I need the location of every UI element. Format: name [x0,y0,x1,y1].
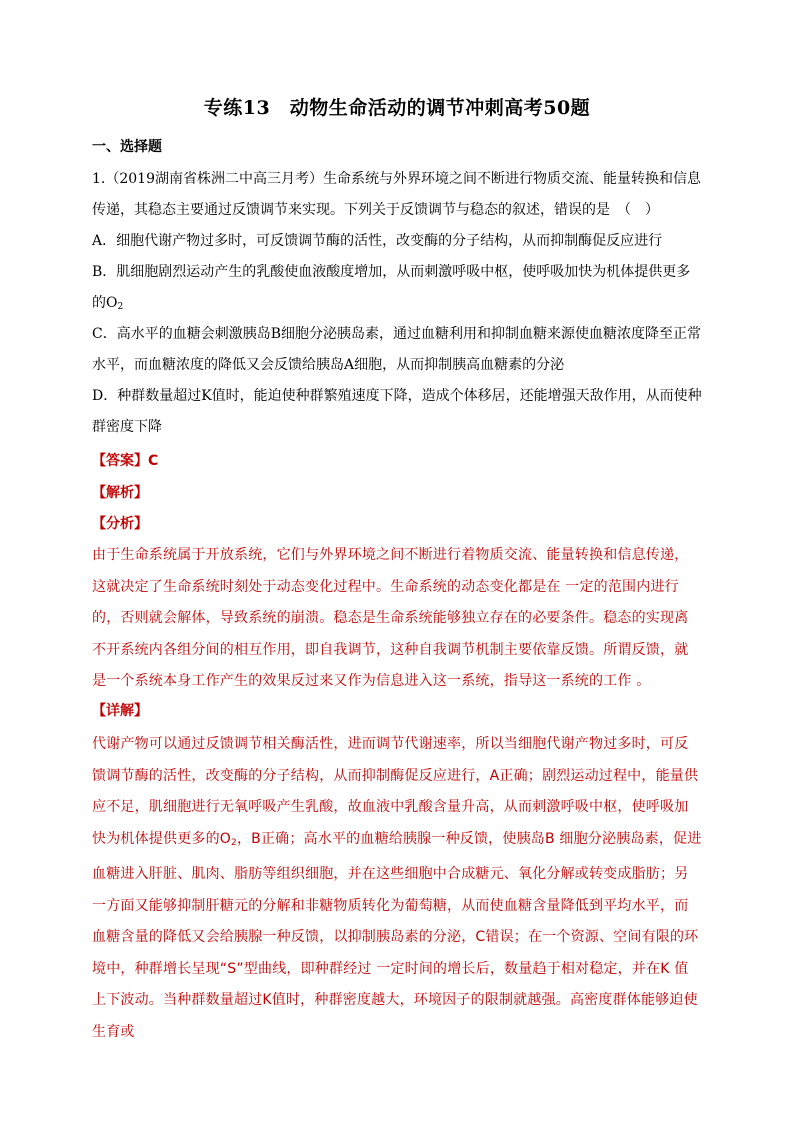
jiexi-label: 【解析】 [92,485,148,501]
section-heading: 一、选择题 [92,139,162,155]
answer-label: 【答案】 [92,453,148,469]
answer-line [92,450,158,470]
option-b-text: B．肌细胞剧烈运动产生的乳酸使血液酸度增加，从而刺激呼吸中枢，使呼吸加快为机体提供更多的O [92,264,691,311]
answer-value: C [148,453,159,469]
analysis-paragraph: 由于生命系统属于开放系统，它们与外界环境之间不断进行着物质交流、能量转换和信息传递，这就决定了生命系统时刻处于动态变化过程中。生命系统的动态变化都是在 一定的范围内进行的，否则就会解体，导致系统的崩溃。稳态是生命系统能够独立存在的必要条件。稳态的实现离不开系统内各组分间的相互作用，即自我调节，这种自我调节机制主要依靠反馈。所谓反馈，就是一个系统本身工作产生的效果反过来又作为信息进入这一系统，指导这一系统的工作 。 [92,547,689,689]
detail-text-1: 代谢产物可以通过反馈调节相关酶活性，进而调节代谢速率，所以当细胞代谢产物过多时，可反馈调节酶的活性，改变酶的分子结构，从而抑制酶促反应进行，A正确；剧烈运动过程中，能量供应不足，肌细胞进行无氧呼吸产生乳酸，故血液中乳酸含量升高，从而刺激呼吸中枢，使呼吸加快为机体提供更多的O [92,736,699,847]
option-d: D．种群数量超过K值时，能迫使种群繁殖速度下降，造成个体移居，还能增强天敌作用，从而使种群密度下降 [92,388,702,435]
detail-subscript: 2 [231,837,237,848]
fenxi-label: 【分析】 [92,516,148,532]
option-b-subscript: 2 [117,302,124,312]
page-title: 专练13 动物生命活动的调节冲刺高考50题 [203,97,591,119]
question-stem: 1.（2019湖南省株洲二中高三月考）生命系统与外界环境之间不断进行物质交流、能量转换和信息传递，其稳态主要通过反馈调节来实现。下列关于反馈调节与稳态的叙述，错误的是 （ ） [92,171,701,218]
detail-paragraph [92,729,702,1048]
option-c: C．高水平的血糖会刺激胰岛B细胞分泌胰岛素，通过血糖利用和抑制血糖来源使血糖浓度降至正常水平，而血糖浓度的降低又会反馈给胰岛A细胞，从而抑制胰高血糖素的分泌 [92,326,701,373]
xiangjie-label: 【详解】 [92,703,148,719]
option-a: A．细胞代谢产物过多时，可反馈调节酶的活性，改变酶的分子结构，从而抑制酶促反应进行 [92,233,663,249]
detail-text-2: ，B正确；高水平的血糖给胰腺一种反馈，使胰岛B 细胞分泌胰岛素，促进血糖进入肝脏、肌肉、脂肪等组织细胞，并在这些细胞中合成糖元、氧化分解或转变成脂肪；另一方面又能够抑制肝糖元的分解和非糖物质转化为葡萄糖，从而使血糖含量降低到平均水平，而血糖含量的降低又会给胰腺一种反馈，以抑制胰岛素的分泌，C错误；在一个资源、空间有限的环境中，种群增长呈现“S”型曲线，即种群经过 一定时间的增长后，数量趋于相对稳定，并在K 值上下波动。当种群数量超过K值时，种群密度越大，环境因子的限制就越强。高密度群体能够迫使生育或 [92,830,702,1040]
option-b [92,257,702,323]
